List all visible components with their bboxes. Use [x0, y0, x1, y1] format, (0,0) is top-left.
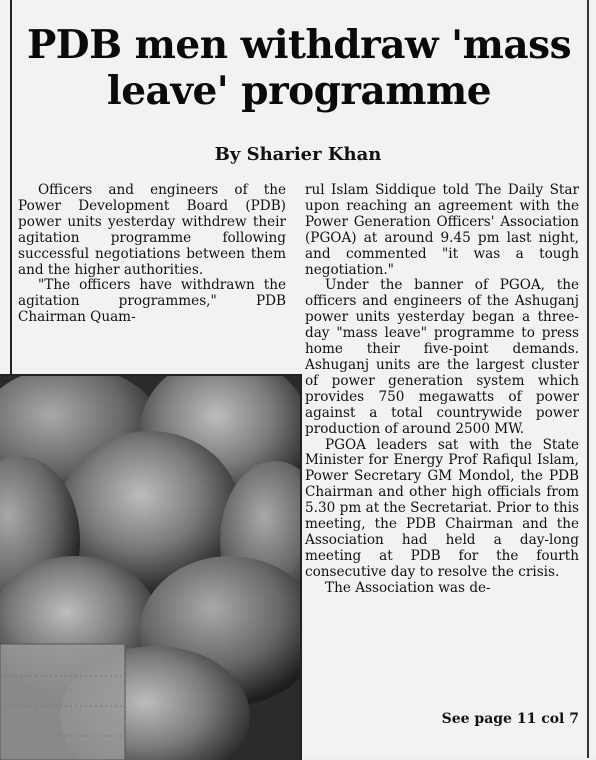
left-column [18, 183, 286, 326]
headline: PDB men withdraw 'mass leave' programme [26, 22, 572, 114]
paragraph: PGOA leaders sat with the State Minister for Energy Prof Rafiqul Islam, Power Secretary GM Mondol, the PDB Chairman and other high officials from 5.30 pm at the Secretariat. Prior to this meeting, the PDB Chairman and the Association had held a day-long meeting at PDB for the fourth consecutive day to resolve the crisis. [305, 436, 579, 580]
paragraph: Officers and engineers of the Power Development Board (PDB) power units yesterday withdrew their agitation programme following successful negotiations between them and the higher authorities. [18, 182, 286, 278]
photo-image [0, 376, 300, 760]
paragraph: The Association was de- [325, 579, 491, 596]
left-column-rule [10, 0, 12, 380]
byline: By Sharier Khan [214, 144, 382, 165]
news-photo [0, 374, 302, 760]
right-column-rule [587, 0, 589, 758]
right-column [305, 183, 579, 597]
continuation-note: See page 11 col 7 [441, 711, 579, 727]
paragraph: rul Islam Siddique told The Daily Star upon reaching an agreement with the Power Generation Officers' Association (PGOA) at around 9.45 pm last night, and commented "it was a tough negotiation." [305, 182, 579, 278]
paragraph: "The officers have withdrawn the agitation programmes," PDB Chairman Quam- [18, 277, 286, 326]
paragraph: Under the banner of PGOA, the officers and engineers of the Ashuganj power units yesterday began a three-day "mass leave" programme to press home their five-point demands. Ashuganj units are the largest cluster of power generation system which provides 750 megawatts of power against a total countrywide power production of around 2500 MW. [305, 277, 579, 437]
